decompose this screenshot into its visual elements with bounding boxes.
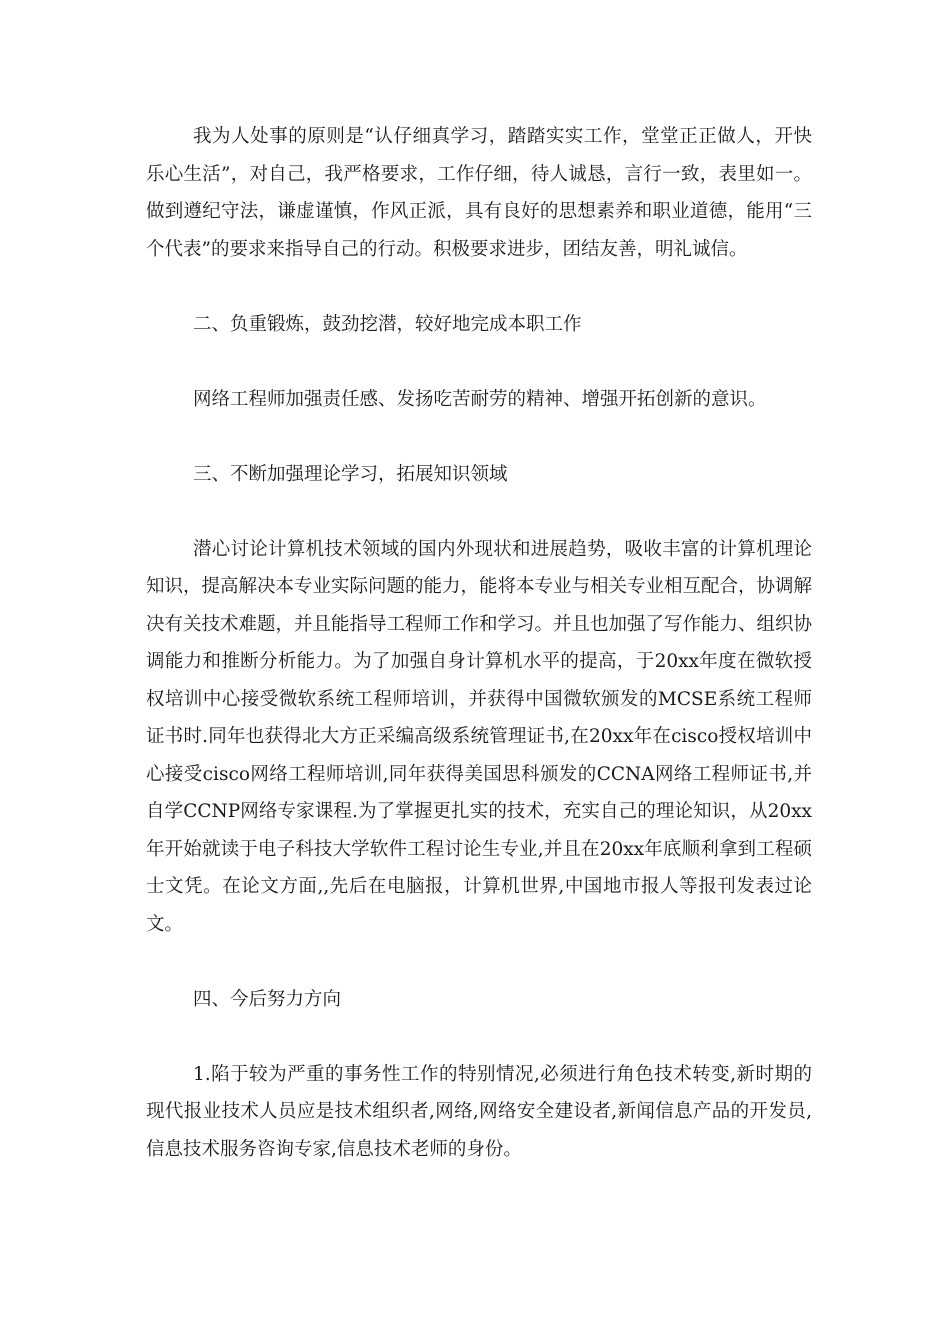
section-heading-two: 二、负重锻炼，鼓劲挖潜，较好地完成本职工作 — [193, 313, 582, 335]
paragraph-spacer — [146, 268, 812, 306]
paragraph-spacer — [146, 493, 812, 531]
paragraph-network-engineer: 网络工程师加强责任感、发扬吃苦耐劳的精神、增强开拓创新的意识。 — [193, 388, 767, 410]
paragraph-spacer — [146, 1018, 812, 1056]
document-body — [146, 118, 812, 1168]
paragraph-future-direction: 1.陷于较为严重的事务性工作的特别情况,必须进行角色技术转变,新时期的现代报业技术人员应是技术组织者,网络,网络安全建设者,新闻信息产品的开发员,信息技术服务咨询专家,信息技术老师的身份。 — [146, 1063, 812, 1160]
paragraph-principles: 我为人处事的原则是“认仔细真学习，踏踏实实工作，堂堂正正做人，开快乐心生活”，对自己，我严格要求，工作仔细，待人诚恳，言行一致，表里如一。做到遵纪守法，谦虚谨慎，作风正派，具有良好的思想素养和职业道德，能用“三个代表”的要求来指导自己的行动。积极要求进步，团结友善，明礼诚信。 — [146, 126, 812, 260]
paragraph-spacer — [146, 343, 812, 381]
section-heading-three: 三、不断加强理论学习，拓展知识领域 — [193, 463, 508, 485]
paragraph-spacer — [146, 943, 812, 981]
paragraph-spacer — [146, 418, 812, 456]
section-heading-four: 四、今后努力方向 — [193, 988, 342, 1010]
paragraph-study: 潜心讨论计算机技术领域的国内外现状和进展趋势，吸收丰富的计算机理论知识，提高解决本专业实际问题的能力，能将本专业与相关专业相互配合，协调解决有关技术难题，并且能指导工程师工作和学习。并且也加强了写作能力、组织协调能力和推断分析能力。为了加强自身计算机水平的提高，于20xx年度在微软授权培训中心接受微软系统工程师培训，并获得中国微软颁发的MCSE系统工程师证书时.同年也获得北大方正采编高级系统管理证书,在20xx年在cisco授权培训中心接受cisco网络工程师培训,同年获得美国思科颁发的CCNA网络工程师证书,并自学CCNP网络专家课程.为了掌握更扎实的技术，充实自己的理论知识，从20xx年开始就读于电子科技大学软件工程讨论生专业,并且在20xx年底顺利拿到工程硕士文凭。在论文方面,,先后在电脑报，计算机世界,中国地市报人等报刊发表过论文。 — [146, 538, 813, 935]
